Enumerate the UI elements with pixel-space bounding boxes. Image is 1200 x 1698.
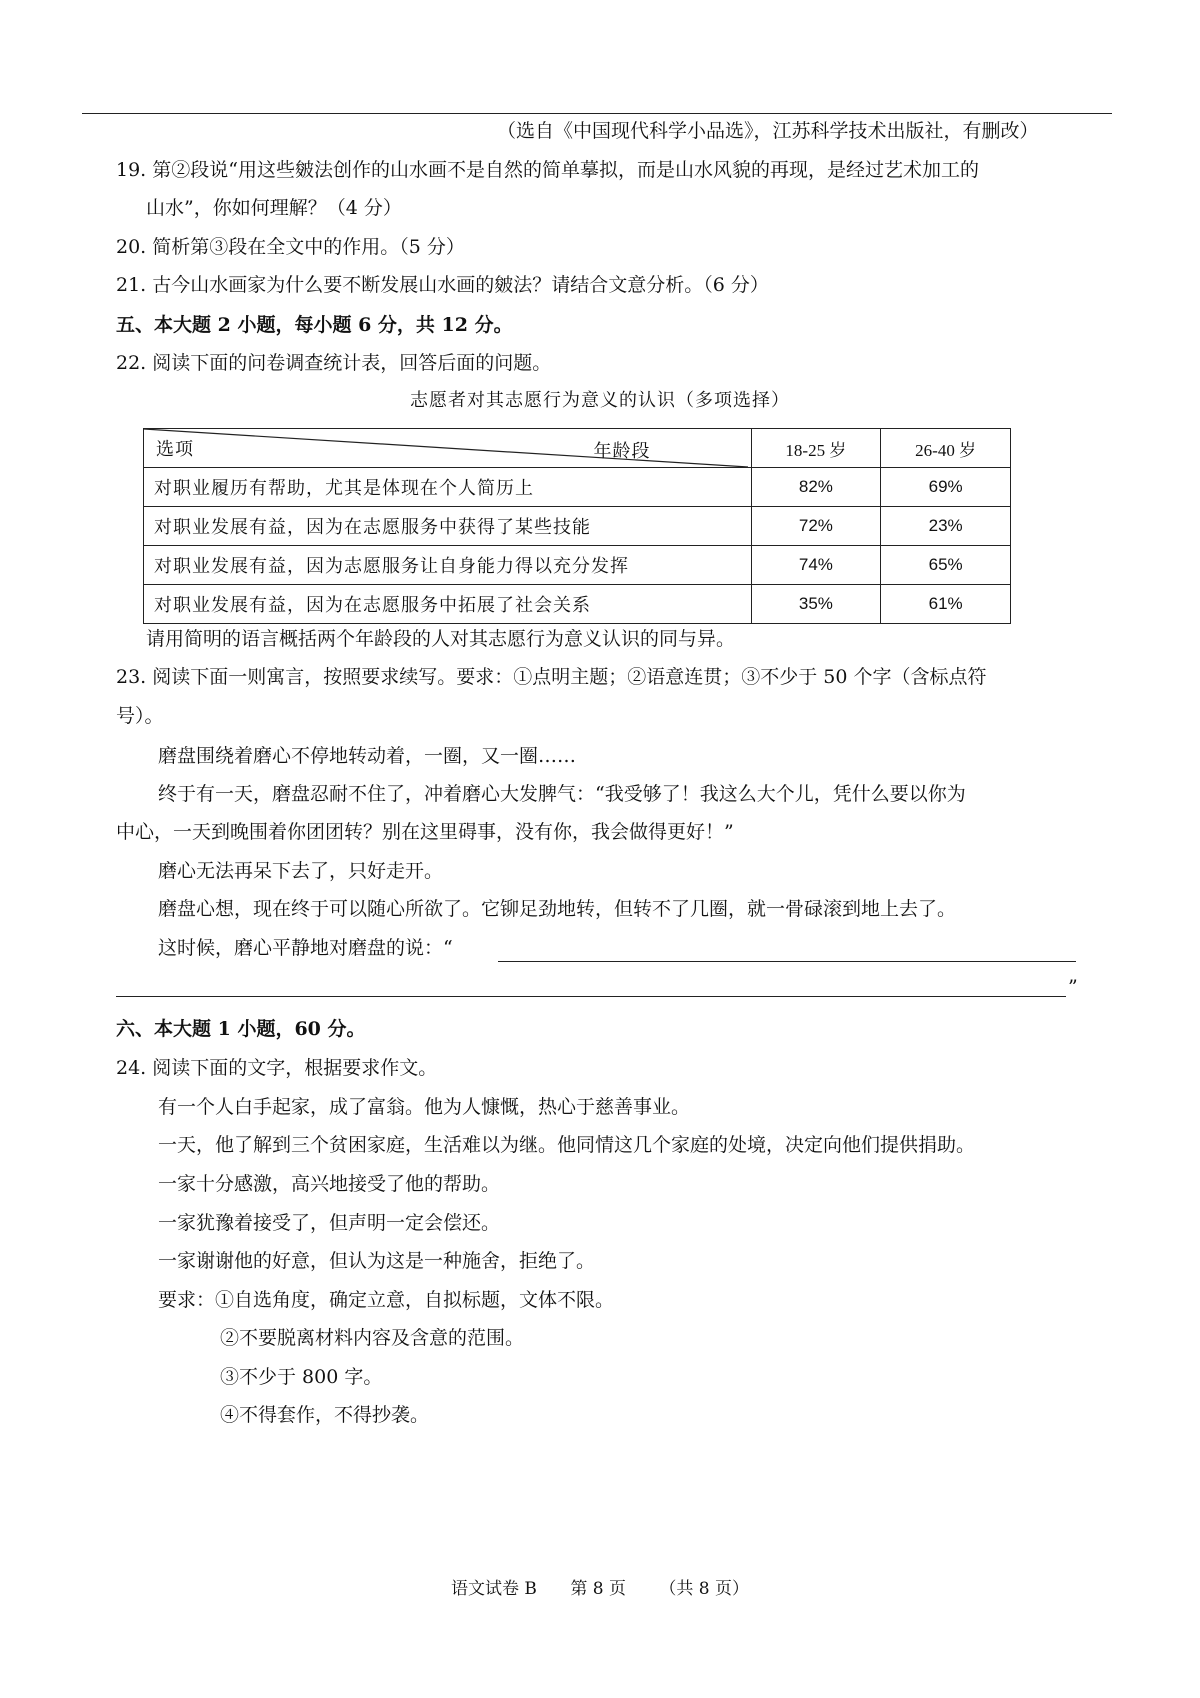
material-paragraph: 一家犹豫着接受了，但声明一定会偿还。: [158, 1212, 501, 1234]
source-note: （选自《中国现代科学小品选》，江苏科学技术出版社，有删改）: [497, 120, 1039, 142]
table-row: [144, 468, 1011, 507]
row-value-18-25: 72%: [751, 507, 881, 546]
row-value-26-40: 23%: [881, 507, 1011, 546]
row-option: 对职业发展有益，因为在志愿服务中拓展了社会关系: [144, 585, 752, 624]
requirement-item: ③不少于 800 字。: [220, 1366, 383, 1388]
question-20: 20. 简析第③段在全文中的作用。（5 分）: [116, 236, 465, 258]
material-paragraph: 一家谢谢他的好意，但认为这是一种施舍，拒绝了。: [158, 1250, 596, 1272]
col-header-18-25: 18-25 岁: [751, 429, 881, 468]
row-option: 对职业发展有益，因为在志愿服务中获得了某些技能: [144, 507, 752, 546]
row-value-26-40: 65%: [881, 546, 1011, 585]
question-21: 21. 古今山水画家为什么要不断发展山水画的皴法？请结合文意分析。（6 分）: [116, 274, 769, 296]
table-row: [144, 546, 1011, 585]
table-corner-cell: [144, 429, 752, 468]
fable-paragraph: 磨盘心想，现在终于可以随心所欲了。它铆足劲地转，但转不了几圈，就一骨碌滚到地上去了。: [158, 898, 957, 920]
top-rule: [82, 113, 1112, 114]
requirement-item: ④不得套作，不得抄袭。: [220, 1404, 430, 1426]
question-22: 22. 阅读下面的问卷调查统计表，回答后面的问题。: [116, 352, 552, 374]
fable-paragraph: 中心，一天到晚围着你团团转？别在这里碍事，没有你，我会做得更好！”: [116, 821, 734, 843]
question-19-line2: 山水”，你如何理解？（4 分）: [146, 197, 402, 219]
question-22-prompt: 请用简明的语言概括两个年龄段的人对其志愿行为意义认识的同与异。: [146, 628, 736, 650]
question-23-line2: 号）。: [116, 705, 164, 727]
footer-total-pages: （共 8 页）: [659, 1579, 749, 1599]
answer-blank-line1[interactable]: [498, 961, 1076, 962]
fable-paragraph: 磨盘围绕着磨心不停地转动着，一圈，又一圈……: [158, 745, 577, 767]
closing-quote: ”: [1068, 976, 1078, 998]
row-value-18-25: 35%: [751, 585, 881, 624]
row-value-18-25: 82%: [751, 468, 881, 507]
section6-heading: 六、本大题 1 小题，60 分。: [116, 1018, 366, 1040]
question-23-line1: 23. 阅读下面一则寓言，按照要求续写。要求：①点明主题；②语意连贯；③不少于 50 个字（含标点符: [116, 666, 987, 688]
corner-label-age: 年龄段: [593, 441, 651, 462]
requirement-item: 要求：①自选角度，确定立意，自拟标题，文体不限。: [158, 1289, 615, 1311]
table-caption: 志愿者对其志愿行为意义的认识（多项选择）: [410, 390, 790, 411]
section5-heading: 五、本大题 2 小题，每小题 6 分，共 12 分。: [116, 314, 513, 336]
requirement-item: ②不要脱离材料内容及含意的范围。: [220, 1327, 525, 1349]
table-row: [144, 585, 1011, 624]
footer-paper-name: 语文试卷 B: [451, 1579, 537, 1599]
row-value-26-40: 69%: [881, 468, 1011, 507]
diagonal-divider: [144, 429, 748, 467]
footer-page-number: 第 8 页: [570, 1579, 626, 1599]
question-24: 24. 阅读下面的文字，根据要求作文。: [116, 1057, 438, 1079]
question-19-line1: 19. 第②段说“用这些皴法创作的山水画不是自然的简单摹拟，而是山水风貌的再现，是经过艺术加工的: [116, 159, 979, 181]
fable-paragraph: 磨心无法再呆下去了，只好走开。: [158, 860, 444, 882]
material-paragraph: 一家十分感激，高兴地接受了他的帮助。: [158, 1173, 501, 1195]
table-row: [144, 507, 1011, 546]
row-option: 对职业发展有益，因为志愿服务让自身能力得以充分发挥: [144, 546, 752, 585]
answer-blank-line2[interactable]: [116, 996, 1066, 997]
row-value-18-25: 74%: [751, 546, 881, 585]
row-option: 对职业履历有帮助，尤其是体现在个人简历上: [144, 468, 752, 507]
corner-label-option: 选项: [156, 439, 194, 460]
table-header-row: [144, 429, 1011, 468]
material-paragraph: 一天，他了解到三个贫困家庭，生活难以为继。他同情这几个家庭的处境，决定向他们提供捐助。: [158, 1134, 976, 1156]
fable-continuation-prompt: 这时候，磨心平静地对磨盘的说：“: [158, 937, 453, 959]
material-paragraph: 有一个人白手起家，成了富翁。他为人慷慨，热心于慈善事业。: [158, 1096, 691, 1118]
col-header-26-40: 26-40 岁: [881, 429, 1011, 468]
row-value-26-40: 61%: [881, 585, 1011, 624]
fable-paragraph: 终于有一天，磨盘忍耐不住了，冲着磨心大发脾气：“我受够了！我这么大个儿，凭什么要以你为: [158, 783, 966, 805]
page-footer: [0, 1574, 1200, 1599]
survey-table: [143, 428, 1011, 624]
